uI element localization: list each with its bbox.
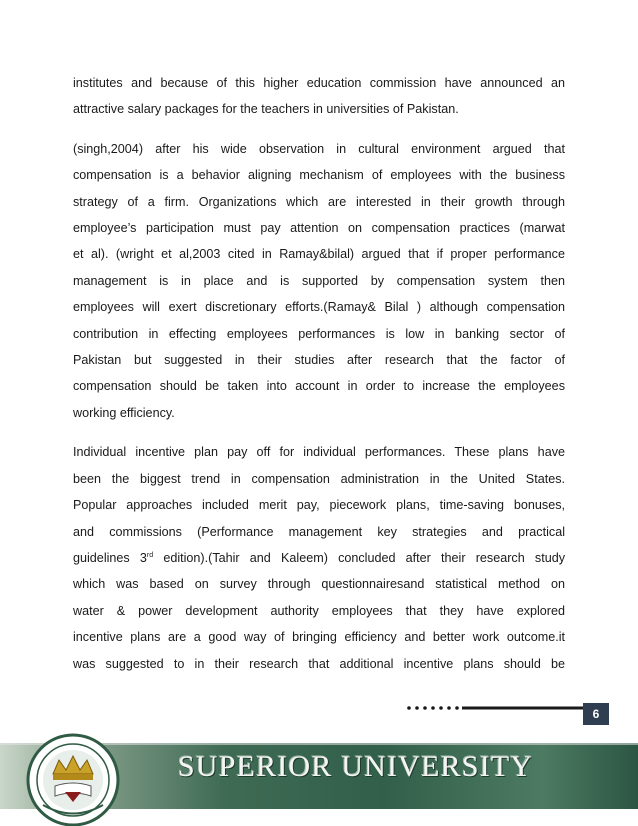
text-line: incentive plans are a good way of bringing efficiency and better work outcome.it xyxy=(73,630,565,645)
text-line: compensation is a behavior aligning mechanism of employees with the business xyxy=(73,168,565,183)
footer-dotted-rule xyxy=(404,700,584,716)
university-seal-icon xyxy=(13,730,133,826)
text-line: and commissions (Performance management key strategies and practical xyxy=(73,524,565,539)
text-segment: edition).(Tahir and Kaleem) concluded after their research study xyxy=(153,550,566,565)
text-segment: guidelines 3 xyxy=(73,550,147,565)
document-body xyxy=(73,70,565,690)
text-line: been the biggest trend in compensation administration in the United States. xyxy=(73,471,565,486)
paragraph-2 xyxy=(73,136,565,426)
text-line-with-superscript xyxy=(73,545,565,571)
university-banner xyxy=(0,730,638,826)
text-line: et al). (wright et al,2003 cited in Ramay&bilal) argued that if proper performance xyxy=(73,247,565,262)
text-line: Pakistan but suggested in their studies after research that the factor of xyxy=(73,353,565,368)
text-line: employees will exert discretionary efforts.(Ramay& Bilal ) although compensation xyxy=(73,300,565,315)
text-line: contribution in effecting employees performances is low in banking sector of xyxy=(73,326,565,341)
text-line: (singh,2004) after his wide observation in cultural environment argued that xyxy=(73,141,565,156)
paragraph-3 xyxy=(73,439,565,677)
text-line: compensation should be taken into account in order to increase the employees xyxy=(73,379,565,394)
banner-title: SUPERIOR UNIVERSITY xyxy=(178,750,534,783)
text-line: Popular approaches included merit pay, piecework plans, time-saving bonuses, xyxy=(73,498,565,513)
paragraph-1 xyxy=(73,70,565,123)
text-line: working efficiency. xyxy=(73,405,175,420)
text-line: management is in place and is supported by compensation system then xyxy=(73,273,565,288)
superscript: rd xyxy=(146,551,154,559)
text-line: which was based on survey through questionnairesand statistical method on xyxy=(73,577,565,592)
page-number-badge: 6 xyxy=(583,703,609,725)
text-line: employee’s participation must pay attention on compensation practices (marwat xyxy=(73,221,565,236)
text-line: strategy of a firm. Organizations which are interested in their growth through xyxy=(73,194,565,209)
text-line: institutes and because of this higher education commission have announced an xyxy=(73,76,565,90)
text-line: attractive salary packages for the teachers in universities of Pakistan. xyxy=(73,102,459,117)
text-line: Individual incentive plan pay off for individual performances. These plans have xyxy=(73,445,565,460)
text-line: was suggested to in their research that additional incentive plans should be xyxy=(73,656,565,671)
text-line: water & power development authority employees that they have explored xyxy=(73,603,565,618)
